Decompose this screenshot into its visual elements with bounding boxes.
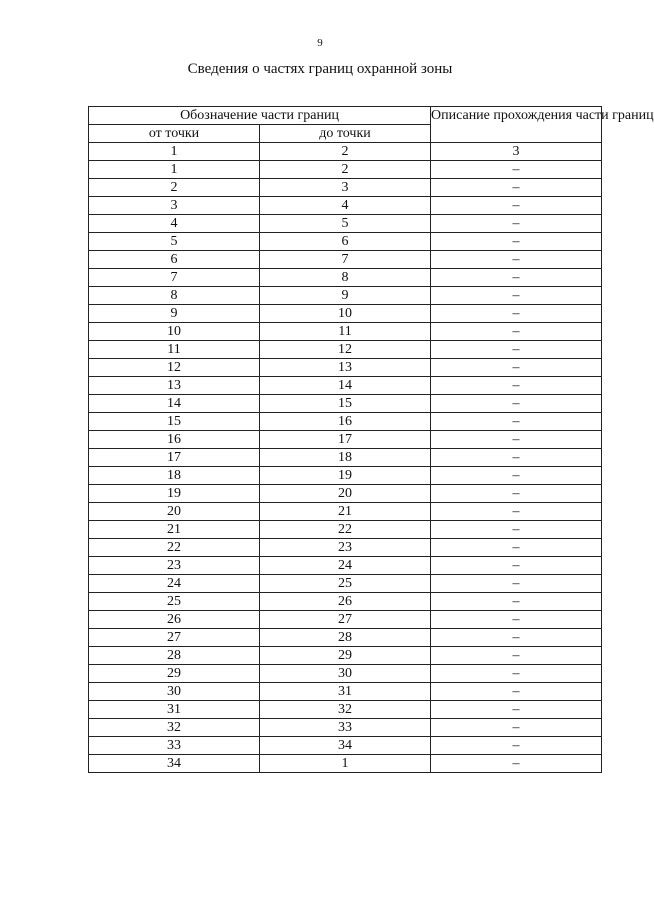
to-point-cell: 27 (260, 611, 431, 629)
table-row (89, 467, 602, 485)
table-row (89, 341, 602, 359)
description-cell: – (431, 665, 602, 683)
page-number: 9 (317, 37, 323, 49)
table-row (89, 269, 602, 287)
description-cell: – (431, 161, 602, 179)
description-cell: – (431, 539, 602, 557)
from-point-cell: 23 (89, 557, 260, 575)
description-cell: – (431, 449, 602, 467)
description-cell: – (431, 719, 602, 737)
from-point-cell: 9 (89, 305, 260, 323)
from-point-cell: 33 (89, 737, 260, 755)
description-cell: – (431, 179, 602, 197)
from-point-cell: 24 (89, 575, 260, 593)
from-point-cell: 3 (89, 197, 260, 215)
to-point-cell: 4 (260, 197, 431, 215)
table-row (89, 629, 602, 647)
table-row (89, 323, 602, 341)
column-index-cell: 3 (431, 143, 602, 161)
to-point-cell: 34 (260, 737, 431, 755)
table-row (89, 575, 602, 593)
to-point-cell: 28 (260, 629, 431, 647)
table-row (89, 413, 602, 431)
table-row (89, 395, 602, 413)
description-cell: – (431, 467, 602, 485)
table-row (89, 521, 602, 539)
from-point-cell: 29 (89, 665, 260, 683)
from-point-cell: 8 (89, 287, 260, 305)
from-point-cell: 4 (89, 215, 260, 233)
description-cell: – (431, 485, 602, 503)
from-point-cell: 20 (89, 503, 260, 521)
table-row (89, 485, 602, 503)
header-row-1 (89, 107, 602, 125)
from-point-cell: 2 (89, 179, 260, 197)
header-boundary-description: Описание прохождения части границ (431, 107, 602, 143)
table-row (89, 359, 602, 377)
description-cell: – (431, 215, 602, 233)
from-point-cell: 27 (89, 629, 260, 647)
from-point-cell: 25 (89, 593, 260, 611)
to-point-cell: 17 (260, 431, 431, 449)
description-cell: – (431, 557, 602, 575)
from-point-cell: 1 (89, 161, 260, 179)
table-row (89, 719, 602, 737)
to-point-cell: 8 (260, 269, 431, 287)
description-cell: – (431, 431, 602, 449)
description-cell: – (431, 755, 602, 773)
table-row (89, 539, 602, 557)
to-point-cell: 13 (260, 359, 431, 377)
table-row (89, 755, 602, 773)
table-header (89, 107, 654, 143)
from-point-cell: 28 (89, 647, 260, 665)
column-index-cell: 2 (260, 143, 431, 161)
table-body (89, 143, 602, 773)
column-index-row (89, 143, 602, 161)
description-cell: – (431, 305, 602, 323)
to-point-cell: 31 (260, 683, 431, 701)
from-point-cell: 17 (89, 449, 260, 467)
description-cell: – (431, 701, 602, 719)
to-point-cell: 10 (260, 305, 431, 323)
to-point-cell: 29 (260, 647, 431, 665)
description-cell: – (431, 287, 602, 305)
from-point-cell: 26 (89, 611, 260, 629)
to-point-cell: 1 (260, 755, 431, 773)
description-cell: – (431, 503, 602, 521)
from-point-cell: 5 (89, 233, 260, 251)
to-point-cell: 23 (260, 539, 431, 557)
table-row (89, 737, 602, 755)
to-point-cell: 2 (260, 161, 431, 179)
table-row (89, 431, 602, 449)
to-point-cell: 16 (260, 413, 431, 431)
from-point-cell: 6 (89, 251, 260, 269)
to-point-cell: 18 (260, 449, 431, 467)
to-point-cell: 25 (260, 575, 431, 593)
description-cell: – (431, 377, 602, 395)
from-point-cell: 7 (89, 269, 260, 287)
header-from-point: от точки (89, 125, 260, 143)
from-point-cell: 10 (89, 323, 260, 341)
table-row (89, 611, 602, 629)
table-row (89, 647, 602, 665)
table-row (89, 179, 602, 197)
to-point-cell: 22 (260, 521, 431, 539)
table-row (89, 197, 602, 215)
to-point-cell: 24 (260, 557, 431, 575)
description-cell: – (431, 647, 602, 665)
header-to-point: до точки (260, 125, 431, 143)
description-cell: – (431, 521, 602, 539)
description-cell: – (431, 395, 602, 413)
description-cell: – (431, 683, 602, 701)
from-point-cell: 15 (89, 413, 260, 431)
table-row (89, 665, 602, 683)
description-cell: – (431, 251, 602, 269)
table-row (89, 701, 602, 719)
from-point-cell: 32 (89, 719, 260, 737)
to-point-cell: 19 (260, 467, 431, 485)
description-cell: – (431, 575, 602, 593)
to-point-cell: 3 (260, 179, 431, 197)
table-row (89, 449, 602, 467)
table-row (89, 251, 602, 269)
from-point-cell: 16 (89, 431, 260, 449)
table-row (89, 215, 602, 233)
table-row (89, 683, 602, 701)
table-row (89, 503, 602, 521)
from-point-cell: 14 (89, 395, 260, 413)
from-point-cell: 34 (89, 755, 260, 773)
description-cell: – (431, 323, 602, 341)
to-point-cell: 30 (260, 665, 431, 683)
from-point-cell: 31 (89, 701, 260, 719)
to-point-cell: 11 (260, 323, 431, 341)
document-title: Сведения о частях границ охранной зоны (187, 61, 453, 77)
description-cell: – (431, 629, 602, 647)
from-point-cell: 13 (89, 377, 260, 395)
description-cell: – (431, 341, 602, 359)
to-point-cell: 7 (260, 251, 431, 269)
to-point-cell: 9 (260, 287, 431, 305)
from-point-cell: 21 (89, 521, 260, 539)
description-cell: – (431, 413, 602, 431)
table-row (89, 557, 602, 575)
from-point-cell: 12 (89, 359, 260, 377)
to-point-cell: 32 (260, 701, 431, 719)
description-cell: – (431, 593, 602, 611)
to-point-cell: 6 (260, 233, 431, 251)
table-row (89, 287, 602, 305)
to-point-cell: 14 (260, 377, 431, 395)
to-point-cell: 12 (260, 341, 431, 359)
to-point-cell: 33 (260, 719, 431, 737)
from-point-cell: 11 (89, 341, 260, 359)
table-row (89, 593, 602, 611)
to-point-cell: 26 (260, 593, 431, 611)
table-row (89, 161, 602, 179)
description-cell: – (431, 269, 602, 287)
from-point-cell: 22 (89, 539, 260, 557)
to-point-cell: 15 (260, 395, 431, 413)
from-point-cell: 19 (89, 485, 260, 503)
table-row (89, 377, 602, 395)
to-point-cell: 21 (260, 503, 431, 521)
to-point-cell: 5 (260, 215, 431, 233)
boundary-parts-table (88, 106, 654, 773)
column-index-cell: 1 (89, 143, 260, 161)
description-cell: – (431, 233, 602, 251)
table-row (89, 233, 602, 251)
description-cell: – (431, 611, 602, 629)
from-point-cell: 18 (89, 467, 260, 485)
description-cell: – (431, 197, 602, 215)
table-row (89, 305, 602, 323)
to-point-cell: 20 (260, 485, 431, 503)
description-cell: – (431, 737, 602, 755)
description-cell: – (431, 359, 602, 377)
from-point-cell: 30 (89, 683, 260, 701)
header-boundary-part-designation: Обозначение части границ (89, 107, 431, 125)
